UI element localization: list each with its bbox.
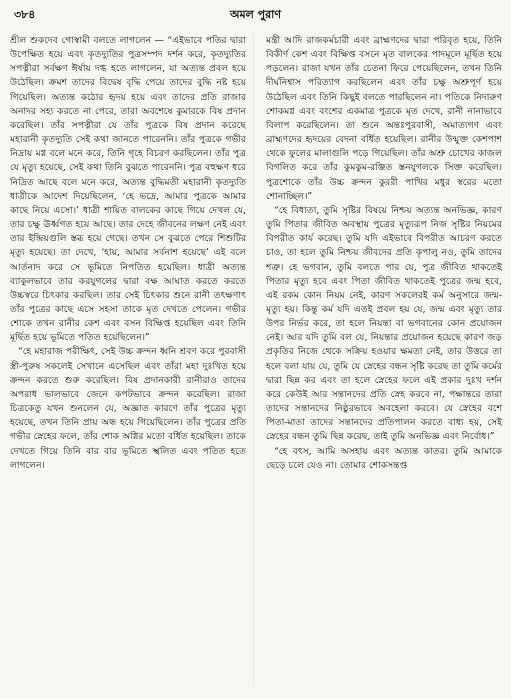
column-gutter [253, 34, 254, 684]
left-text-column [10, 34, 246, 690]
book-title: অমল পুরাণ [229, 8, 282, 21]
page-number: ৩৮৪ [14, 8, 36, 21]
paragraph: শ্রীল শুকদেব গোস্বামী বলতে লাগলেন — “এইভাবে পতির দ্বারা উপেক্ষিত হয়ে এবং কৃতদ্যুতির পুত্রসম্পদ দর্শন করে, কৃতদ্যুতির সপত্নীরা সর্বক্ষণ ঈর্ষায় দগ্ধ হতে লাগলেন, যা অত্যন্ত প্রবল হয়ে উঠেছিল। ক্রমশ তাদের বিদ্বেষ বৃদ্ধি পেয়ে তাদের বুদ্ধি নষ্ট হয়ে গিয়েছিল। অত্যন্ত কঠোর হৃদয় হয়ে এবং তাদের প্রতি রাজার অনাদর সহ্য করতে না পেরে, তারা অবশেষে কুমারকে বিষ প্রদান করেছিল। তাঁর সপত্নীরা যে তাঁর পুত্রকে বিষ প্রদান করেছে মহারানী কৃতদ্যুতি সেই কথা জানতে পারেননি। তাঁর পুত্রকে গভীর নিদ্রায় মগ্ন বলে মনে করে, তিনি গৃহে বিচরণ করছিলেন। তাঁর পুত্র যে মৃত্যু হয়েছে, সেই কথা তিনি বুঝতে পারেননি। পুত্র বহুক্ষণ ধরে নিদ্রিত আছে বলে মনে করে, অত্যন্ত বুদ্ধিমতী মহারানী কৃতদ্যুতি ধাত্রীকে আদেশ দিয়েছিলেন, ‘হে ভদ্রে, আমার পুত্রকে আমার কাছে নিয়ে এসো।’ ধাত্রী শায়িত বালকের কাছে গিয়ে দেখল যে, তার চক্ষু ঊর্ধ্বগত হয়ে আছে। তার দেহে জীবনের লক্ষণ নেই এবং তার ইন্দ্রিয়গুলি স্তব্ধ হয়ে গেছে। তখন সে বুঝতে পেরে শিশুটির মৃত্যু হয়েছে। তা দেখে, ‘হায়, আমার সর্বনাশ হয়েছে’ এই বলে আর্তনাদ করে সে ভূমিতে নিপতিত হয়েছিল। ধাত্রী অত্যন্ত ব্যাকুলভাবে তার করযুগলের দ্বারা বক্ষ আঘাত করতে করতে উচ্চস্বরে চিৎকার করছিল। তার সেই চিৎকার শুনে রানী তৎক্ষণাৎ তাঁর পুত্রের কাছে এসে সহসা তাকে মৃত দেখতে পেলেন। গভীর শোকে তখন রানীর কেশ এবং বসন বিক্ষিপ্ত হয়েছিল এবং তিনি মূর্ছিত হয়ে ভূমিতে পতিত হয়েছিলেন।” [10, 35, 246, 344]
paragraph: মন্ত্রী আদি রাজকর্মচারী এবং ব্রাহ্মণদের দ্বারা পরিবৃত হয়ে, তিনি বিকীর্ণ কেশ এবং বিক্ষিপ্ত বসনে মৃত বালকের পাদমূলে মূর্ছিত হয়ে পড়লেন। রাজা যখন তাঁর চেতনা ফিরে পেয়েছিলেন, তখন তিনি দীর্ঘনিশ্বাস পরিত্যাগ করছিলেন এবং তাঁর চক্ষু অশ্রুপূর্ণ হয়ে উঠেছিল এবং তিনি কিছুই বলতে পারছিলেন না। পতিকে নিদারুণ শোকমগ্ন এবং বংশের একমাত্র পুত্রকে মৃত দেখে, রানী নানাভাবে বিলাপ করেছিলেন। তা শুনে অন্তঃপুরবাসী, অমাত্যগণ এবং ব্রাহ্মণদের হৃদয়ের বেদনা বর্ধিত হয়েছিল। রানীর উন্মুক্ত কেশপাশ থেকে ফুলের মালাগুলি পড়ে গিয়েছিল। তাঁর অশ্রু চোখের কাজল বিগলিত করে তাঁর কুমকুম-রঞ্জিত স্তনযুগলকে সিক্ত করেছিল। পুত্রশোকে তাঁর উচ্চ ক্রন্দন কুররী পাখির মধুর স্বরের মতো শোনাচ্ছিল।” [266, 35, 502, 202]
paragraph: “হে মহারাজ পরীক্ষিৎ, সেই উচ্চ ক্রন্দন ধ্বনি শ্রবণ করে পুরবাসী স্ত্রী-পুরুষ সকলেই সেখানে এসেছিল এবং তাঁরা মহা দুঃখিত হয়ে ক্রন্দন করতে শুরু করেছিল। বিষ প্রদানকারী রানীরাও তাদের অপরাধ ভালভাবে জেনে কপটভাবে ক্রন্দন করেছিল। রাজা চিত্রকেতু যখন শুনলেন যে, অজ্ঞাত কারণে তাঁর পুত্রের মৃত্যু হয়েছে, তখন তিনি প্রায় অন্ধ হয়ে গিয়েছিলেন। তাঁর পুত্রের প্রতি গভীর স্নেহের ফলে, তাঁর শোক অগ্নির মতো বর্ধিত হয়েছিল। তাকে দেখতে গিয়ে তিনি বার বার ভূমিতে স্খলিত এবং পতিত হতে লাগলেন। [10, 346, 246, 471]
paragraph: “হে বিধাতা, তুমি সৃষ্টির বিষয়ে নিশ্চয় অত্যন্ত অনভিজ্ঞ, কারণ তুমি পিতার জীবিত অবস্থায় পুত্রের মৃত্যুরূপ নিজ সৃষ্টির নিয়মের বিপরীত কার্য করেছ। তুমি যদি এইভাবে বিপরীত আচরণ করতে চাও, তা হলে তুমি নিশ্চয় জীবদের প্রতি কৃপালু নও, তুমি তাদের শত্রু। হে ভগবান, তুমি বলতে পার যে, পুত্র জীবিত থাকতেই পিতার মৃত্যু হবে এবং পিতা জীবিত থাকতেই পুত্রের জন্ম হবে, এই রকম কোন নিয়ম নেই, কারণ সকলেরই কর্ম অনুসারে জন্ম-মৃত্যু হয়। কিন্তু কর্ম যদি এতই প্রবল হয় যে, জন্ম এবং মৃত্যু তার উপর নির্ভর করে, তা হলে নিয়ন্তা বা ভগবানের কোন প্রয়োজন নেই। আর যদি তুমি বল যে, নিয়ন্তার প্রয়োজন হয়েছে কারণ জড় প্রকৃতির নিজে থেকে সক্রিয় হওয়ার ক্ষমতা নেই, তার উত্তরে তা হলে বলা যায় যে, তুমি যে স্নেহের বন্ধন সৃষ্টি করেছ তা তুমি কর্মের দ্বারা ছিন্ন কর এবং তা হলে স্নেহের ফলে এই প্রকার দুঃখ দর্শন করে কেউই আর সন্তানদের প্রতি স্নেহ করবে না, পক্ষান্তরে তারা তাদের সন্তানদের নিষ্ঠুরভাবে অবহেলা করবে। যে স্নেহের বশে পিতা-মাতা তাদের সন্তানদের প্রতিপালন করতে বাধ্য হয়, সেই স্নেহের বন্ধন তুমি ছিন্ন করেছ, তাই তুমি অনভিজ্ঞ এবং নির্বোধ।” [266, 204, 502, 443]
page-header [14, 6, 497, 24]
right-text-column [266, 34, 502, 690]
paragraph: “হে বৎস, আমি অসহায় এবং অত্যন্ত কাতর। তুমি আমাকে ছেড়ে চলে যেও না। তোমার শোকসন্তপ্ত [266, 445, 502, 471]
